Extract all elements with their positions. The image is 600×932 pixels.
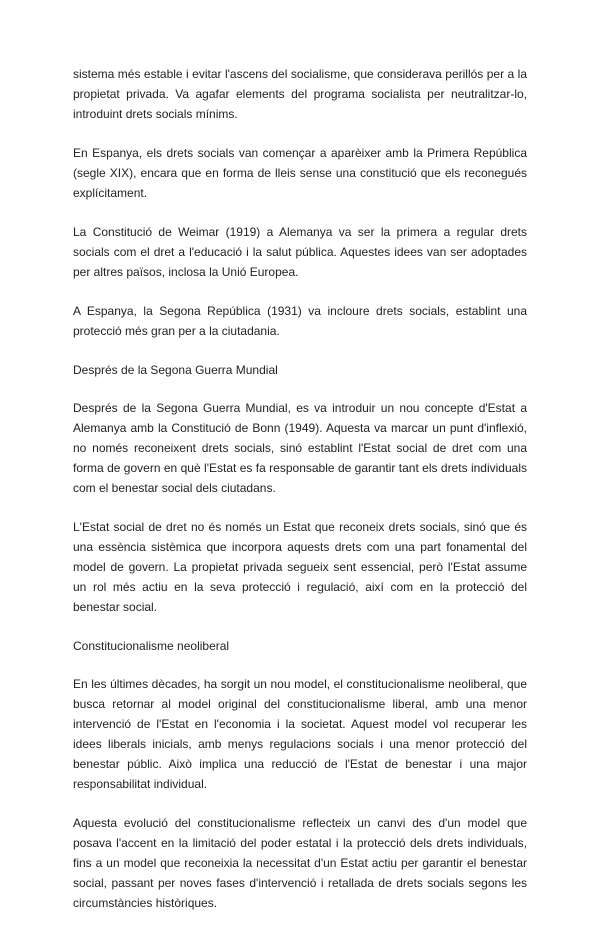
paragraph-segona-republica: A Espanya, la Segona República (1931) va incloure drets socials, establint una protecció més gran per a la ciutadania. — [73, 304, 527, 338]
section-heading-postwar: Després de la Segona Guerra Mundial — [73, 363, 278, 377]
paragraph-primera-republica: En Espanya, els drets socials van començar a aparèixer amb la Primera República (segle XIX), encara que en forma de lleis sense una constitució que els reconegués explícitament. — [73, 146, 527, 200]
paragraph-weimar: La Constitució de Weimar (1919) a Alemanya va ser la primera a regular drets socials com el dret a l'educació i la salut pública. Aquestes idees van ser adoptades per altres països, inclosa la Unió Europea. — [73, 225, 527, 279]
paragraph-social-state: L'Estat social de dret no és només un Estat que reconeix drets socials, sinó que és una essència sistèmica que incorpora aquests drets com una part fonamental del model de govern. La propietat privada segueix sent essencial, però l'Estat assume un rol més actiu en la seva protecció i regulació, així com en la protecció del benestar social. — [73, 520, 527, 614]
paragraph-evolution-summary: Aquesta evolució del constitucionalisme reflecteix un canvi des d'un model que posava l'accent en la limitació del poder estatal i la protecció dels drets individuals, fins a un model que reconeixia la necessitat d'un Estat actiu per garantir el benestar social, passant per noves fases d'intervenció i retallada de drets socials segons les circumstàncies històriques. — [73, 816, 527, 910]
paragraph-neoliberal-model: En les últimes dècades, ha sorgit un nou model, el constitucionalisme neoliberal, que busca retornar al model original del constitucionalisme liberal, amb una menor intervenció de l'Estat en l'economia i la societat. Aquest model vol recuperar les idees liberals inicials, amb menys regulacions socials i una menor protecció del benestar públic. Això implica una reducció de l'Estat de benestar i una major responsabilitat individual. — [73, 677, 527, 791]
paragraph-bonn-constitution: Després de la Segona Guerra Mundial, es va introduir un nou concepte d'Estat a Alemanya amb la Constitució de Bonn (1949). Aquesta va marcar un punt d'inflexió, no només reconeixent drets socials, sinó establint l'Estat social de dret com una forma de govern en què l'Estat es fa responsable de garantir tant els drets individuals com el benestar social dels ciutadans. — [73, 401, 527, 495]
document-page — [73, 64, 527, 932]
section-heading-neoliberal: Constitucionalisme neoliberal — [73, 639, 230, 653]
paragraph-bismarck-continuation: sistema més estable i evitar l'ascens del socialisme, que considerava perillós per a la propietat privada. Va agafar elements del programa socialista per neutralitzar-lo, introduint drets socials mínims. — [73, 67, 527, 121]
